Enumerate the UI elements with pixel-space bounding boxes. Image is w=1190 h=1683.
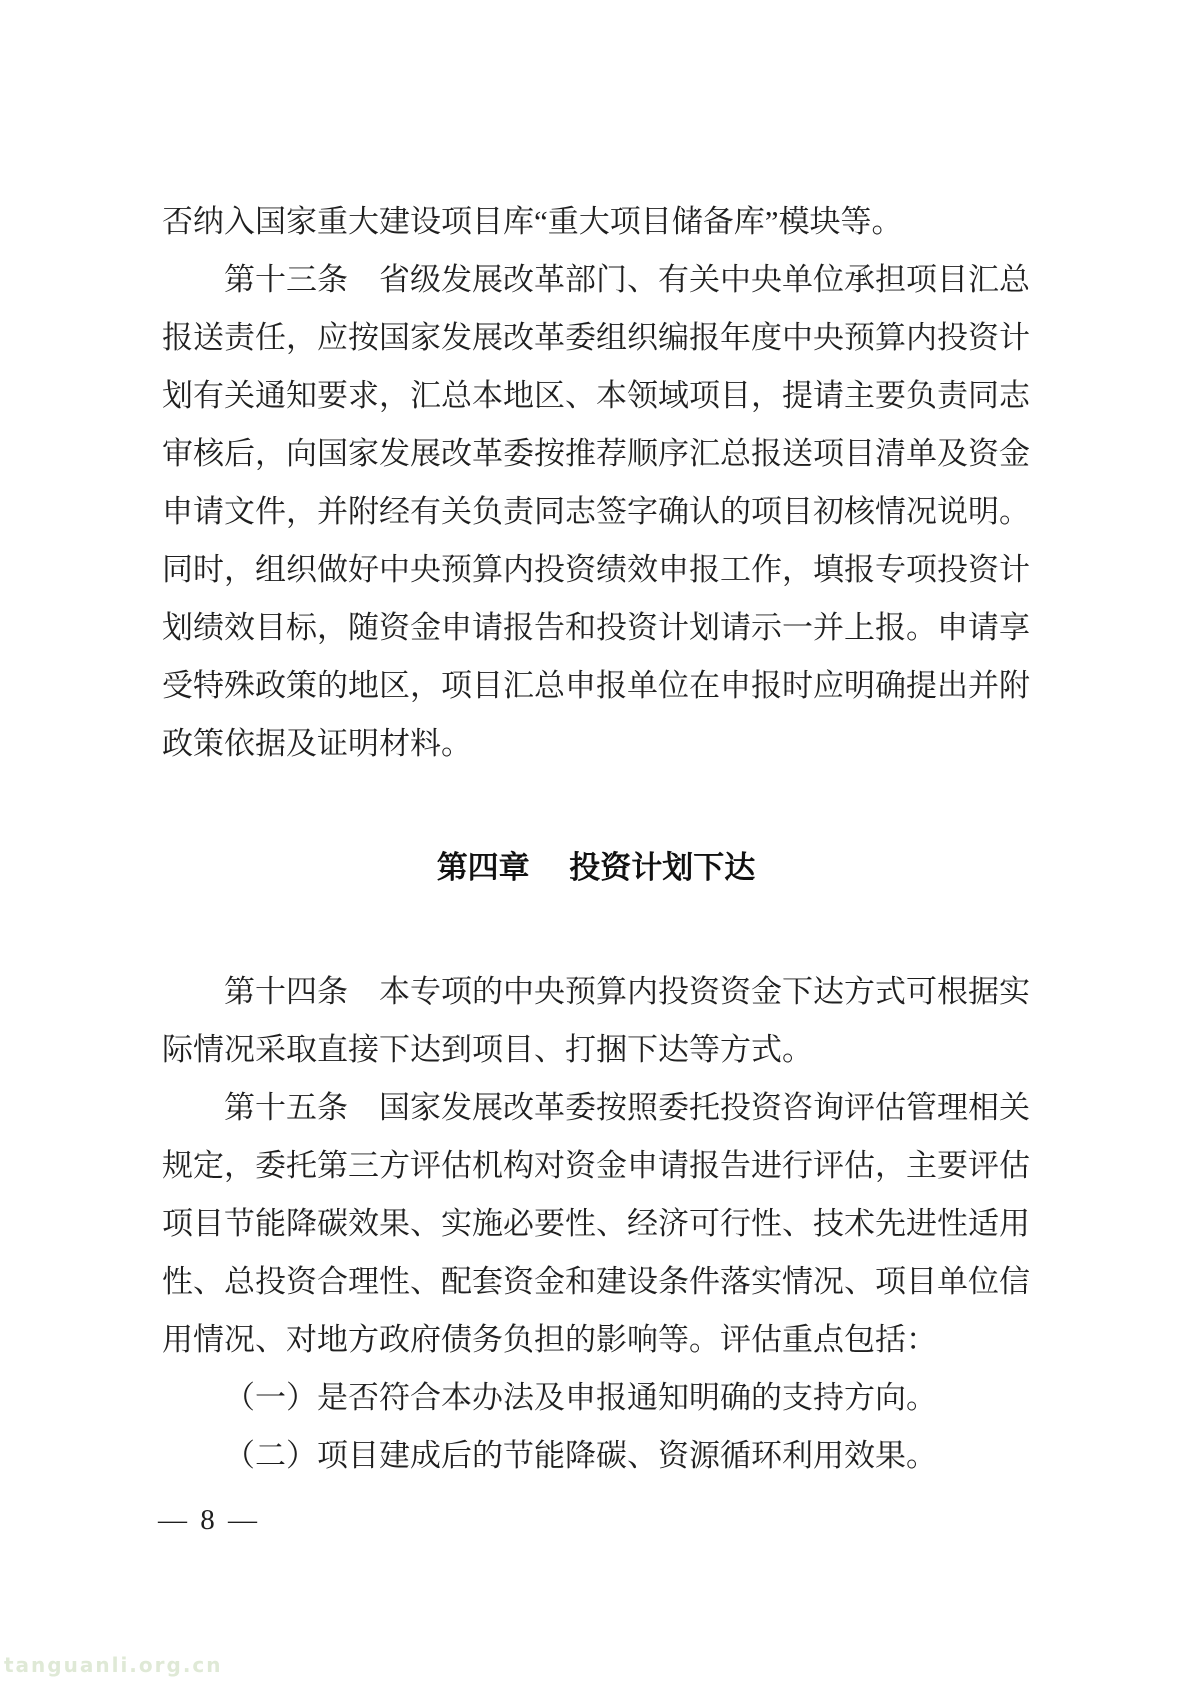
text-line: 报送责任，应按国家发展改革委组织编报年度中央预算内投资计 xyxy=(162,320,1030,355)
text-line: 申请文件，并附经有关负责同志签字确认的项目初核情况说明。 xyxy=(162,494,1030,529)
text-line: （二）项目建成后的节能降碳、资源循环利用效果。 xyxy=(224,1438,937,1473)
text-line: 项目节能降碳效果、实施必要性、经济可行性、技术先进性适用 xyxy=(162,1206,1030,1241)
text-line: 际情况采取直接下达到项目、打捆下达等方式。 xyxy=(162,1032,813,1067)
text-line: 第十三条 省级发展改革部门、有关中央单位承担项目汇总 xyxy=(224,262,1030,297)
text-line: 否纳入国家重大建设项目库“重大项目储备库”模块等。 xyxy=(162,204,903,239)
page-number: — 8 — xyxy=(158,1504,260,1536)
text-line: （一）是否符合本办法及申报通知明确的支持方向。 xyxy=(224,1380,937,1415)
text-line: 规定，委托第三方评估机构对资金申请报告进行评估，主要评估 xyxy=(162,1148,1030,1183)
document-body xyxy=(162,193,1030,1485)
watermark: tanguanli.org.cn xyxy=(4,1653,223,1677)
text-line: 划有关通知要求，汇总本地区、本领域项目，提请主要负责同志 xyxy=(162,378,1030,413)
text-line: 政策依据及证明材料。 xyxy=(162,726,472,761)
text-line: 划绩效目标，随资金申请报告和投资计划请示一并上报。申请享 xyxy=(162,610,1030,645)
text-line: 同时，组织做好中央预算内投资绩效申报工作，填报专项投资计 xyxy=(162,552,1030,587)
text-line: 第十五条 国家发展改革委按照委托投资咨询评估管理相关 xyxy=(224,1090,1030,1125)
text-line: 审核后，向国家发展改革委按推荐顺序汇总报送项目清单及资金 xyxy=(162,436,1030,471)
text-line: 受特殊政策的地区，项目汇总申报单位在申报时应明确提出并附 xyxy=(162,668,1030,703)
text-line: 第十四条 本专项的中央预算内投资资金下达方式可根据实 xyxy=(224,974,1030,1009)
text-line: 性、总投资合理性、配套资金和建设条件落实情况、项目单位信 xyxy=(162,1264,1030,1299)
chapter-heading: 第四章 投资计划下达 xyxy=(436,850,756,885)
text-line: 用情况、对地方政府债务负担的影响等。评估重点包括： xyxy=(162,1322,937,1357)
